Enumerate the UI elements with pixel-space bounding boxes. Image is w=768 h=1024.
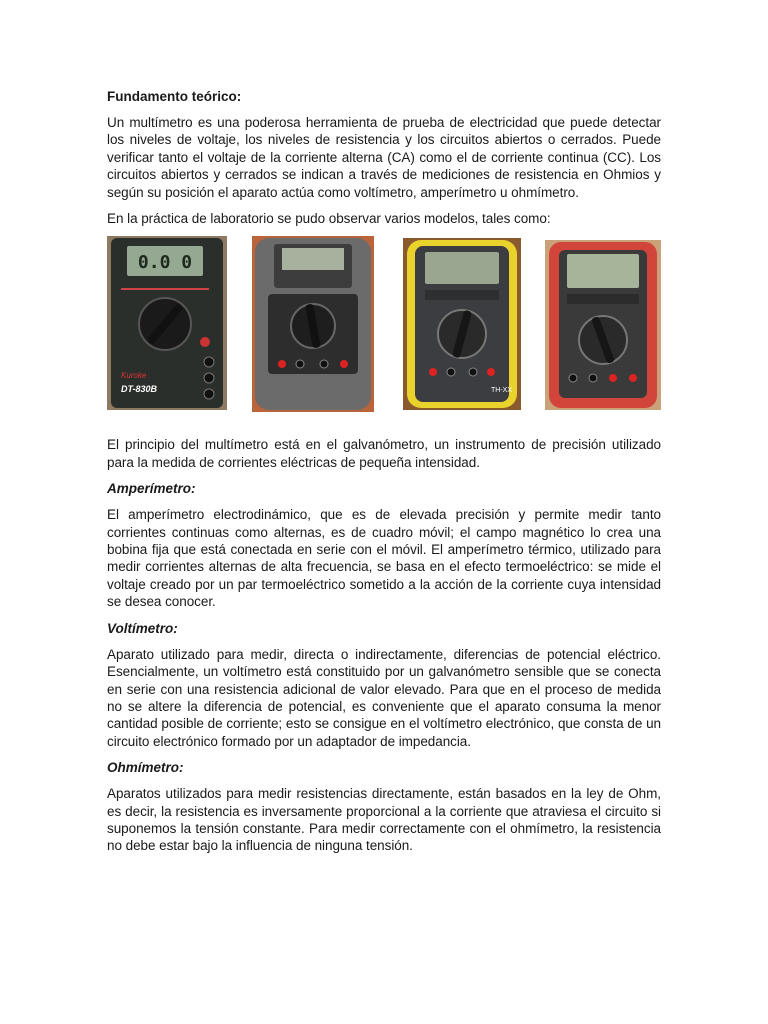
multimeter-photo-2 bbox=[252, 236, 374, 412]
model-label: DT-830B bbox=[121, 384, 158, 395]
multimeter-photo-4 bbox=[545, 240, 661, 410]
ohmimetro-paragraph: Aparatos utilizados para medir resistencias directamente, están basados en la ley de Ohm, es decir, la resistencia es inversamente proporcional a la corriente que atraviesa el circuito si suponemos la tensión constante. Para medir correctamente con el ohmímetro, la resistencia no debe estar bajo la influencia de ninguna tensión. bbox=[107, 786, 661, 854]
lcd-display bbox=[567, 254, 639, 288]
multimeter-photo-3 bbox=[403, 238, 521, 410]
intro-paragraph: Un multímetro es una poderosa herramienta de prueba de electricidad que puede detectar los niveles de voltaje, los niveles de resistencia y los circuitos abiertos o cerrados. Puede verificar tanto el voltaje de la corriente alterna (CA) como el de corriente continua (CC). Los circuitos abiertos y cerrados se indican a través de mediciones de resistencia en Ohmios y según su posición el aparato actúa como voltímetro, amperímetro u ohmímetro. bbox=[107, 115, 661, 200]
amperimetro-heading: Amperímetro: bbox=[107, 481, 196, 497]
voltimetro-paragraph: Aparato utilizado para medir, directa o indirectamente, diferencias de potencial eléctrico. Esencialmente, un voltímetro está constituido por un galvanómetro sensible que se conecta en serie con una resistencia adicional de valor elevado. Para que en el proceso de medida no se altere la diferencia de potencial, es conveniente que el aparato consuma la menor cantidad posible de corriente; esto se consigue en el voltímetro electrónico, que consta de un circuito electrónico formado por un adaptador de impedancia. bbox=[107, 646, 661, 749]
model-label: TH-XX bbox=[491, 387, 512, 395]
voltimetro-heading: Voltímetro: bbox=[107, 620, 178, 636]
brand-label: Kuroke bbox=[121, 371, 147, 381]
section-title: Fundamento teórico: bbox=[107, 89, 242, 104]
amperimetro-paragraph: El amperímetro electrodinámico, que es de elevada precisión y permite medir tanto corrientes continuas como alternas, es de cuadro móvil; el campo magnético lo crea una bobina fija que está conectada en serie con el móvil. El amperímetro térmico, utilizado para medir corrientes alternas de alta frecuencia, se basa en el efecto termoeléctrico: se mide el voltaje creado por un par termoeléctrico sometido a la acción de la corriente cuya intensidad se desea conocer. bbox=[107, 507, 661, 610]
lcd-display bbox=[425, 252, 499, 284]
lcd-display bbox=[282, 248, 344, 270]
multimeter-photo-1 bbox=[107, 236, 227, 410]
lcd-reading: 0.0 0 bbox=[137, 252, 193, 274]
ohmimetro-heading: Ohmímetro: bbox=[107, 760, 184, 776]
lab-paragraph: En la práctica de laboratorio se pudo observar varios modelos, tales como: bbox=[107, 211, 551, 227]
principle-paragraph: El principio del multímetro está en el galvanómetro, un instrumento de precisión utilizado para la medida de corrientes eléctricas de pequeña intensidad. bbox=[107, 437, 661, 470]
multimeter-photos bbox=[107, 236, 661, 412]
document-page bbox=[107, 88, 661, 864]
